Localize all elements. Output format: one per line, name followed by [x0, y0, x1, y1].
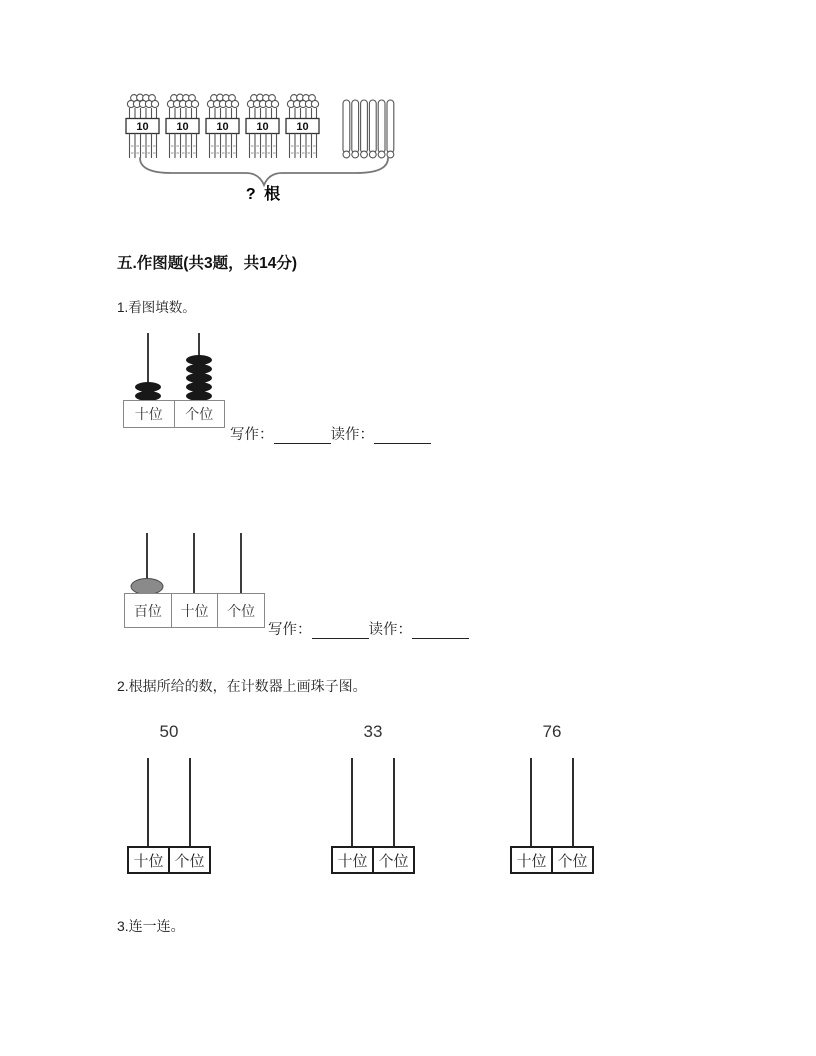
place-label-tens: 十位: [171, 594, 218, 627]
abacus-column-ones: [182, 333, 216, 400]
place-label-tens: 十位: [337, 852, 368, 870]
abacus-column-tens: [177, 533, 211, 593]
abacus-two-rods: [123, 333, 225, 428]
bead-stack: [186, 356, 212, 401]
counter-rod: [189, 758, 191, 846]
place-value-box: [123, 400, 225, 428]
counter-76: [510, 722, 594, 874]
read-blank: [412, 623, 469, 639]
sticks-figure: [125, 92, 396, 162]
counter-rod: [147, 758, 149, 846]
counter-rod: [351, 758, 353, 846]
stick-bundle: [285, 92, 320, 162]
bundle-label: 10: [256, 121, 269, 133]
write-blank: [312, 623, 369, 639]
question-2-text: 2.根据所给的数，在计数器上画珠子图。: [117, 678, 367, 694]
total-sticks-question: ? 根: [245, 186, 283, 203]
place-label-ones: 个位: [174, 401, 225, 427]
counter-50: [127, 722, 211, 874]
place-label-ones: 个位: [168, 848, 209, 872]
place-label-tens: 十位: [134, 406, 163, 422]
place-label-ones: 个位: [217, 594, 264, 627]
bundle-label: 10: [136, 121, 149, 133]
question-3-text: 3.连一连。: [117, 918, 185, 934]
stick-bundle: [125, 92, 160, 162]
write-label: 写作：: [268, 622, 312, 638]
place-label-tens: 十位: [516, 852, 547, 870]
stick-bundle: [245, 92, 280, 162]
bead-stack: [135, 383, 161, 401]
stick-bundle: [165, 92, 200, 162]
write-read-line: [268, 618, 469, 639]
abacus-three-rods: [124, 533, 265, 628]
abacus-rod: [240, 533, 242, 593]
place-label-ones: 个位: [372, 848, 413, 872]
question-1-text: 1.看图填数。: [117, 300, 196, 315]
place-value-box: [331, 846, 415, 874]
abacus-column-hundreds: [130, 533, 164, 593]
counter-rod: [572, 758, 574, 846]
counter-number: 76: [542, 722, 562, 741]
counter-number: 50: [159, 722, 179, 741]
place-label-hundreds: 百位: [133, 602, 162, 619]
abacus-column-ones: [224, 533, 258, 593]
loose-sticks: [342, 99, 396, 160]
counter-number: 33: [363, 722, 383, 741]
write-blank: [274, 428, 331, 444]
counter-rod: [393, 758, 395, 846]
read-label: 读作：: [368, 622, 412, 638]
place-label-tens: 十位: [133, 852, 164, 870]
read-blank: [374, 428, 431, 444]
section-title: 五.作图题(共3题，共14分): [117, 255, 297, 272]
place-label-ones: 个位: [551, 848, 592, 872]
counter-rod: [530, 758, 532, 846]
place-value-box: [127, 846, 211, 874]
bundle-label: 10: [216, 121, 229, 133]
stick-bundle: [205, 92, 240, 162]
abacus-column-tens: [131, 333, 165, 400]
place-value-box: [124, 593, 265, 628]
abacus-rod: [193, 533, 195, 593]
read-label: 读作：: [330, 427, 374, 443]
counter-33: [331, 722, 415, 874]
bundle-label: 10: [176, 121, 189, 133]
place-value-box: [510, 846, 594, 874]
bundle-label: 10: [296, 121, 309, 133]
write-read-line: [230, 423, 431, 444]
write-label: 写作：: [230, 427, 274, 443]
